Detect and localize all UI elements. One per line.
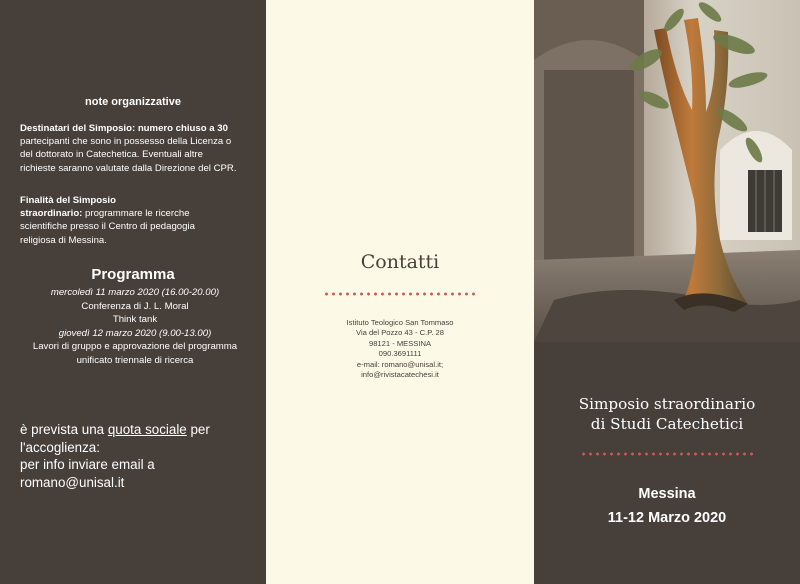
programma-day: giovedì 12 marzo 2020 (9.00-13.00): [58, 327, 212, 339]
fee-text: per info inviare email a: [20, 457, 155, 473]
symposium-title-line: Simposio straordinario: [578, 395, 756, 413]
right-panel: [534, 0, 800, 584]
fee-text: per: [186, 422, 210, 437]
recipients-paragraph: [20, 122, 256, 175]
purpose-line: scientifiche presso il Centro di pedagogia: [20, 221, 195, 233]
symposium-title: [534, 394, 800, 434]
left-panel: [0, 0, 266, 584]
olive-tree-sculpture-image: [534, 0, 800, 342]
programma-item: Think tank: [112, 314, 158, 326]
contact-line: Via del Pozzo 43 - C.P. 28: [356, 328, 444, 338]
dotted-divider: [580, 452, 754, 456]
symposium-title-line: di Studi Catechetici: [590, 415, 744, 433]
contact-info: [266, 318, 534, 380]
programma-item: unificato triennale di ricerca: [76, 354, 194, 366]
fee-text: è prevista una: [20, 422, 108, 437]
contact-line: 090.3691111: [378, 349, 422, 359]
recipients-line: richieste saranno valutate dalla Direzione del CPR.: [20, 162, 237, 174]
notes-title: note organizzative: [85, 96, 181, 108]
event-dates: 11-12 Marzo 2020: [607, 510, 727, 526]
purpose-line: programmare le ricerche: [82, 208, 190, 220]
purpose-label: Finalità del Simposio: [20, 195, 116, 206]
contact-line: Istituto Teologico San Tommaso: [346, 318, 454, 327]
programma-day: mercoledì 11 marzo 2020 (16.00-20.00): [50, 287, 220, 298]
recipients-label: Destinatari del Simposio: numero chiuso a 30: [20, 123, 228, 134]
recipients-line: partecipanti che sono in possesso della Licenza o: [20, 136, 232, 148]
middle-panel: [266, 0, 534, 584]
contact-line: 98121 - MESSINA: [368, 338, 432, 348]
fee-text: l'accoglienza:: [20, 439, 100, 455]
contact-email[interactable]: e-mail: romano@unisal.it;: [356, 359, 444, 369]
event-place-date: [534, 482, 800, 530]
fee-note: [20, 421, 256, 491]
fee-email[interactable]: romano@unisal.it: [20, 474, 125, 490]
programma-list: [0, 286, 270, 368]
cover-photo: [534, 0, 800, 342]
recipients-line: del dottorato in Catechetica. Eventuali altre: [20, 149, 203, 161]
quota-sociale-link[interactable]: quota sociale: [107, 422, 187, 437]
contact-email[interactable]: info@rivistacatechesi.it: [361, 370, 439, 380]
programma-item: Lavori di gruppo e approvazione del programma: [32, 341, 238, 353]
purpose-paragraph: [20, 194, 256, 247]
programma-title: Programma: [91, 266, 175, 283]
programma-item: Conferenza di J. L. Moral: [81, 300, 189, 312]
purpose-line: religiosa di Messina.: [20, 234, 107, 246]
dotted-divider: [323, 292, 477, 296]
event-city: Messina: [638, 486, 696, 502]
contacts-title: Contatti: [360, 251, 440, 273]
purpose-label: straordinario:: [20, 208, 83, 220]
